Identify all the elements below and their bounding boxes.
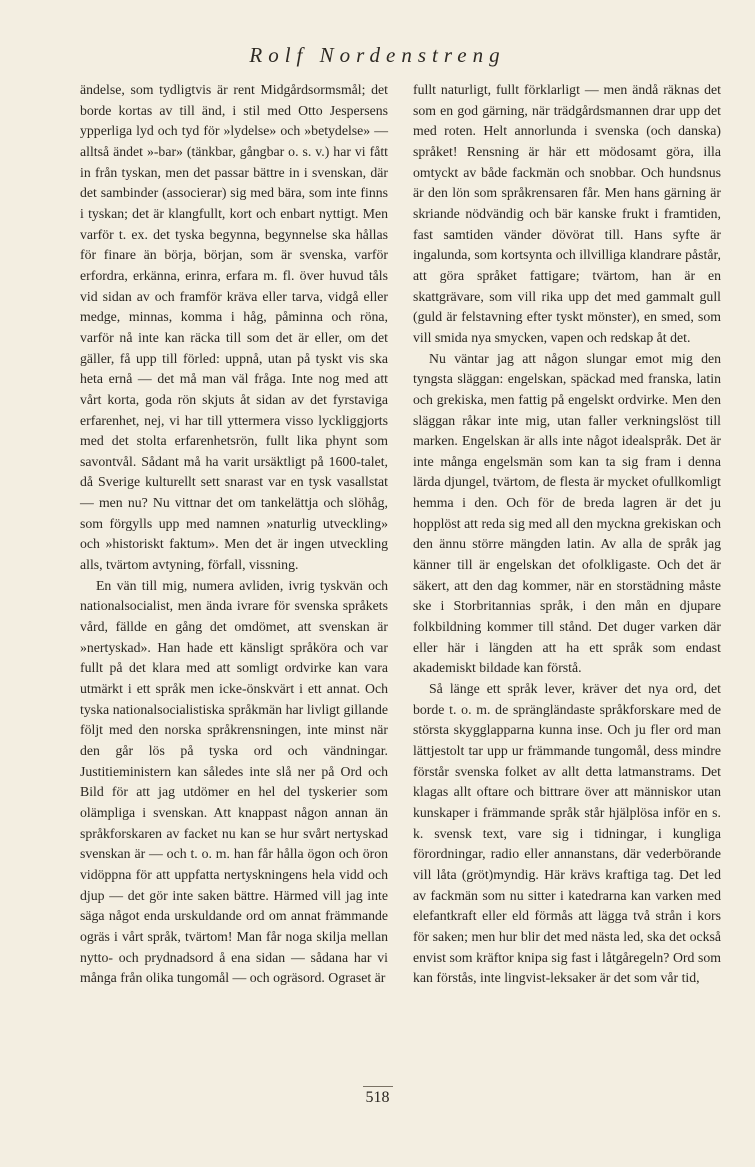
paragraph: fullt naturligt, fullt förklarligt — men ändå räknas det som en god gärning, när trädgårdsmannen drar upp det med roten. Helt annorlunda i svenska (och danska) språket! Rensning är här ett mödosamt göra, illa omtyckt av både fackmän och snobbar. Och hundsnus är den lön som språkrensaren får. Men hans gärning är skriande nödvändig och bär kanske frukt i framtiden, fast samtiden vänder dövörat till. Hans syfte är ingalunda, som kortsynta och illvilliga klandrare påstår, att göra språket fattigare; tvärtom, han är en skattgrävare, som vill rika upp det med gammalt gull (guld är felstavning efter tyskt mönster), en smed, som vill smida nya smycken, vapen och redskap åt det. (413, 82, 721, 345)
running-header: Rolf Nordenstreng (249, 43, 506, 67)
paragraph: ändelse, som tydligtvis är rent Midgårdsormsmål; det borde kortas av till änd, i stil med Otto Jespersens ypperliga lyd och tyd för »lydelse» och »betydelse» — alltså ändet »-bar» (tänkbar, gångbar o. s. v.) har vi fått in från tyskan, men det passar bättre in i svenskan, där det sambinder (associerar) sig med bära, som inte finns i tyskan; det är klangfullt, kort och enbart nyttigt. Men varför t. ex. det tyska begynna, begynnelse ska hållas för finare än börja, början, som är svenska, varför erfordra, erkänna, erinra, erfara m. fl. över huvud tåls vid sidan av och framför kräva eller tarva, vidgå eller medge, minnas, komma i håg, påminna och röna, varför nå inte kan räcka till som det är eller, om det gäller, få upp till förled: uppnå, utan på tyskt vis ska heta ernå — det må man väl fråga. Inte nog med att vårt korta, goda rön skjuts åt sidan av det fyrstaviga erfarenhet, nej, vi har till yttermera visso lyckliggjorts med det stolta erfarenhetsrön, fullt lika phynt som savontvål. Sådant må ha varit ursäktligt på 1600-talet, då Sverige kulturellt sett snarast var en tysk vasallstat — men nu? Nu vittnar det om tankelättja och slöhåg, som förgylls upp med namnen »naturlig utveckling» och »historiskt faktum». Men det är ingen utveckling alls, tvärtom avtyning, förfall, vissning. (80, 82, 388, 573)
page-number-text: 518 (363, 1086, 393, 1107)
left-column (80, 80, 388, 989)
paragraph: Så länge ett språk lever, kräver det nya ord, det borde t. o. m. de sprängländaste språkforskare med de största skygglapparna kunna inse. Och ju fler ord man lättjestolt tar upp ur främmande tungomål, dess mindre förstår svenska folket av allt detta latmanstrams. Det klagas allt oftare och bittrare över att människor utan kunskaper i främmande språk står hjälplösa inför en s. k. svensk text, vare sig i tidningar, i kungliga förordningar, radio eller annanstans, där vederbörande vill låta (gröt)myndig. Här krävs kraftiga tag. Det led av fackmän som nu sitter i katedrarna kan varken med elefantkraft eller eld förmås att lägga två strån i kors för saken; men hur blir det med nästa led, ska det också envist som kräftor knipa sig fast i låtgåregeln? Ord som kan förstås, inte lingvist-leksaker är det som vår tid, (413, 681, 721, 986)
paragraph: Nu väntar jag att någon slungar emot mig den tyngsta släggan: engelskan, späckad med franska, latin och grekiska, men fattig på engelskt ordvirke. Men den släggan råkar inte mig, utan faller verkningslöst till marken. Engelskan är alls inte något idealspråk. Det är inte många engelsmän som kan ta sig fram i denna lärda djungel, tvärtom, de flesta är mycket ofullkomligt hemma i den. Och för de breda lagren är det ju hopplöst att reda sig med all den myckna grekiskan och den ännu större mängden latin. Av alla de språk jag känner till är engelskan det ofolkligaste. Och det är säkert, att den dag kommer, när en storstädning måste ske i Storbritannias språk, i den mån en djupare folkbildning kommer till stånd. Det duger varken där eller här i längden att ha ett språk som endast akademiskt bildade kan förstå. (413, 350, 721, 676)
paragraph: En vän till mig, numera avliden, ivrig tyskvän och nationalsocialist, men ända ivrare för svenska språkets vård, fällde en gång det omdömet, att svenskan är »nertyskad». Han hade ett känsligt språköra och var fullt på det klara med att somligt ordvirke kan vara utmärkt i ett språk men icke-önskvärt i ett annat. Och tyska nationalsocialistiska språkmän har livligt gillande följt med den norska språkrensningen, inte minst när den går lös på tyska ord och vändningar. Justitieministern kan således inte slå ner på Ord och Bild för att jag utdömer en hel del tyskerier som olämpliga i svenskan. Att knappast någon annan än språkforskaren av facket nu kan se hur svårt nertyskad svenskan är — och t. o. m. han får hålla ögon och öron vidöppna för att uppfatta nertyskningens hela vidd och djup — det gör inte saken bättre. Härmed vill jag inte säga något enda urskuldande ord om annat främmande ogräs i vårt språk, tvärtom! Man får noga skilja mellan nytto- och prydnadsord å ena sidan — sådana har vi många från olika tungomål — och ogräsord. Ograset är (80, 577, 388, 986)
page-number (0, 1086, 755, 1107)
right-column (413, 80, 721, 989)
